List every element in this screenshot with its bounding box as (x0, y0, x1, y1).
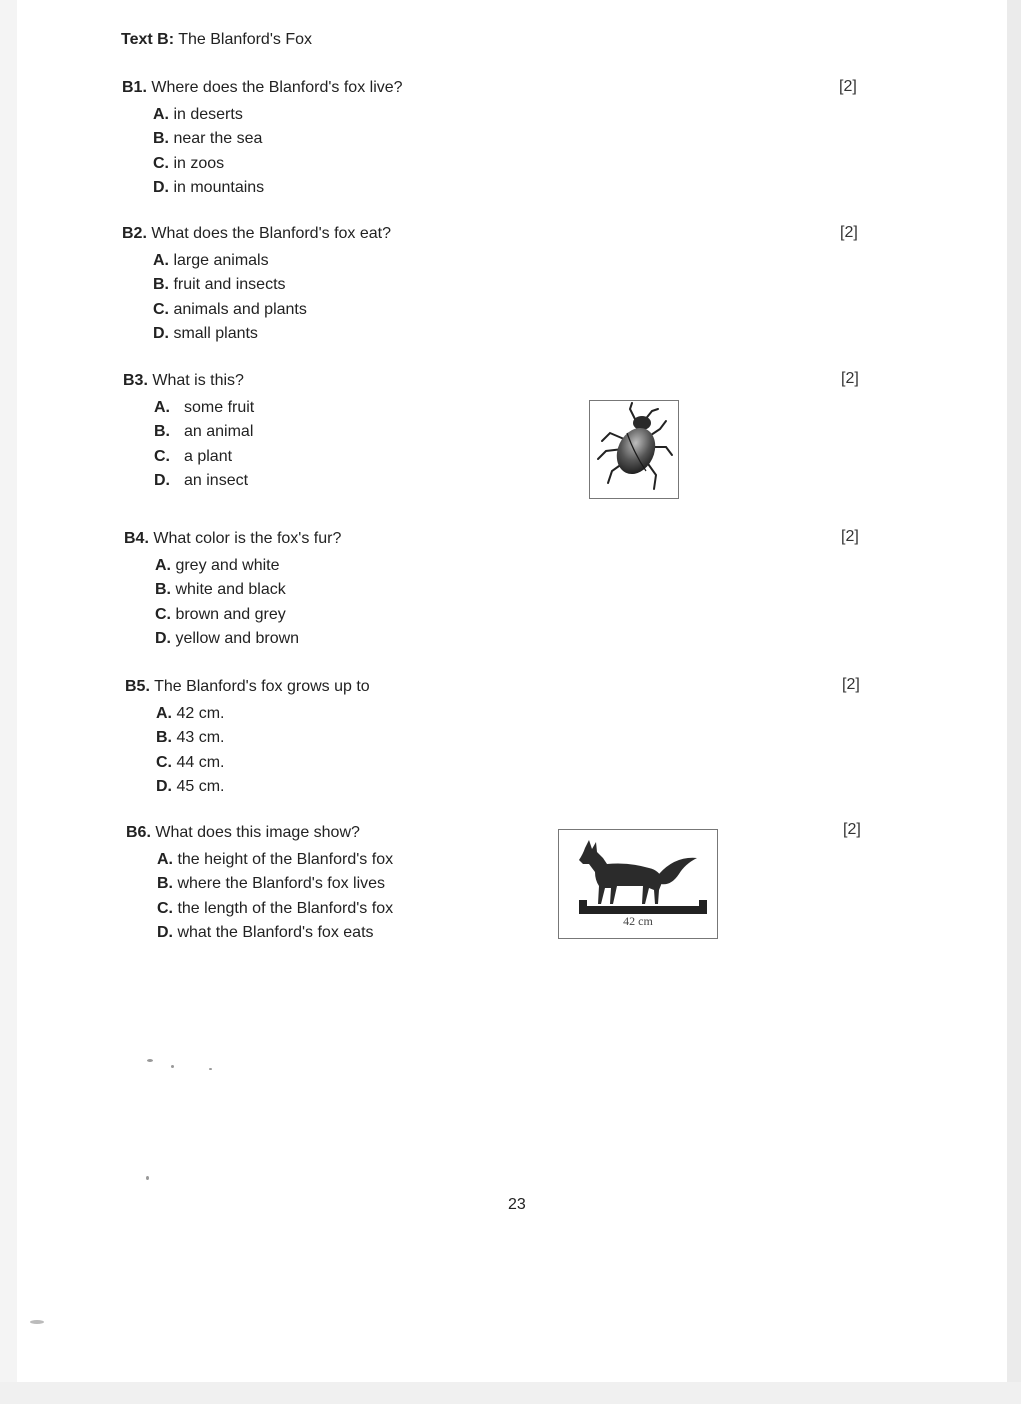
option-letter: C. (153, 300, 169, 318)
option-c[interactable] (153, 152, 403, 176)
scan-speck (209, 1068, 212, 1070)
option-c[interactable] (153, 298, 391, 322)
question-b5 (125, 678, 370, 799)
option-text: white and black (175, 581, 286, 599)
beetle-icon (590, 401, 678, 498)
question-b1 (122, 79, 403, 200)
option-b[interactable] (153, 273, 391, 297)
option-text: in deserts (173, 106, 243, 123)
beetle-figure (589, 400, 679, 499)
option-b[interactable] (156, 726, 370, 750)
option-list (154, 396, 254, 493)
option-text: grey and white (175, 557, 280, 574)
option-letter: D. (154, 471, 170, 489)
option-text: in mountains (173, 178, 265, 196)
option-text: some fruit (184, 399, 255, 416)
option-text: brown and grey (175, 605, 286, 623)
section-label: Text B: (121, 31, 175, 48)
question-text: The Blanford's fox grows up to (154, 678, 370, 695)
option-letter: C. (154, 447, 170, 465)
option-text: 44 cm. (176, 753, 225, 771)
option-letter: B. (156, 729, 172, 747)
option-a[interactable] (157, 848, 393, 872)
option-a[interactable] (153, 103, 403, 127)
option-letter: C. (153, 154, 169, 172)
option-letter: D. (153, 178, 169, 196)
option-c[interactable] (154, 445, 254, 469)
option-d[interactable] (155, 627, 341, 651)
question-b3 (123, 372, 254, 493)
option-text: where the Blanford's fox lives (177, 875, 386, 893)
marks-b1: [2] (839, 78, 857, 95)
marks-b5: [2] (842, 676, 860, 693)
marks-b4: [2] (841, 528, 859, 545)
scan-speck (146, 1176, 149, 1180)
option-a[interactable] (154, 396, 254, 420)
option-text: the height of the Blanford's fox (177, 851, 394, 868)
option-b[interactable] (155, 578, 341, 602)
option-d[interactable] (156, 775, 370, 799)
fox-measure-label: 42 cm (623, 914, 653, 928)
question-number: B1. (122, 79, 147, 96)
option-letter: A. (153, 106, 169, 123)
question-number: B2. (122, 225, 147, 242)
scan-speck (30, 1320, 44, 1324)
option-text: fruit and insects (173, 276, 286, 294)
option-text: animals and plants (173, 300, 307, 318)
option-b[interactable] (153, 127, 403, 151)
option-letter: B. (153, 276, 169, 294)
option-a[interactable] (156, 702, 370, 726)
option-text: an animal (184, 423, 254, 441)
option-text: 43 cm. (176, 729, 225, 747)
option-list (155, 554, 341, 651)
option-text: small plants (173, 324, 258, 342)
option-text: 42 cm. (176, 705, 225, 722)
scan-speck (171, 1065, 174, 1068)
marks-b2: [2] (840, 224, 858, 241)
question-number: B5. (125, 678, 150, 695)
option-c[interactable] (157, 897, 393, 921)
option-d[interactable] (153, 176, 403, 200)
question-text: What does this image show? (155, 824, 360, 841)
question-b4 (124, 530, 341, 651)
question-text: What is this? (152, 372, 244, 389)
option-letter: C. (157, 899, 173, 917)
option-letter: D. (157, 923, 173, 941)
option-c[interactable] (156, 751, 370, 775)
page-number: 23 (508, 1196, 526, 1213)
option-letter: A. (154, 399, 170, 416)
question-text: What does the Blanford's fox eat? (151, 225, 391, 242)
option-letter: D. (155, 629, 171, 647)
option-letter: B. (157, 875, 173, 893)
option-list (153, 103, 403, 200)
option-list (153, 249, 391, 346)
option-letter: B. (155, 581, 171, 599)
option-letter: A. (153, 252, 169, 269)
option-letter: A. (156, 705, 172, 722)
option-text: what the Blanford's fox eats (177, 923, 374, 941)
option-d[interactable] (154, 469, 254, 493)
option-d[interactable] (153, 322, 391, 346)
option-c[interactable] (155, 603, 341, 627)
option-d[interactable] (157, 921, 393, 945)
scan-edge-bottom (0, 1382, 1021, 1404)
question-text: What color is the fox's fur? (153, 530, 342, 547)
option-text: a plant (184, 447, 233, 465)
option-letter: B. (154, 423, 170, 441)
question-number: B6. (126, 824, 151, 841)
option-text: in zoos (173, 154, 225, 172)
option-text: the length of the Blanford's fox (177, 899, 394, 917)
option-b[interactable] (154, 420, 254, 444)
option-letter: A. (157, 851, 173, 868)
option-text: 45 cm. (176, 777, 225, 795)
option-letter: D. (153, 324, 169, 342)
section-title-text: The Blanford's Fox (178, 31, 312, 48)
option-letter: B. (153, 130, 169, 148)
option-text: yellow and brown (175, 629, 300, 647)
option-text: large animals (173, 252, 269, 269)
option-a[interactable] (153, 249, 391, 273)
option-b[interactable] (157, 872, 393, 896)
question-b6 (126, 824, 393, 945)
option-list (156, 702, 370, 799)
scan-edge-right (1007, 0, 1021, 1404)
option-letter: A. (155, 557, 171, 574)
question-b2 (122, 225, 391, 346)
option-list (157, 848, 393, 945)
question-text: Where does the Blanford's fox live? (151, 79, 403, 96)
option-text: an insect (184, 471, 249, 489)
question-number: B3. (123, 372, 148, 389)
question-number: B4. (124, 530, 149, 547)
section-title (121, 31, 312, 49)
option-letter: D. (156, 777, 172, 795)
marks-b3: [2] (841, 370, 859, 387)
scan-speck (147, 1059, 153, 1062)
option-letter: C. (156, 753, 172, 771)
fox-figure (558, 829, 718, 939)
option-letter: C. (155, 605, 171, 623)
scan-edge-left (0, 0, 17, 1404)
option-text: near the sea (173, 130, 263, 148)
marks-b6: [2] (843, 821, 861, 838)
option-a[interactable] (155, 554, 341, 578)
